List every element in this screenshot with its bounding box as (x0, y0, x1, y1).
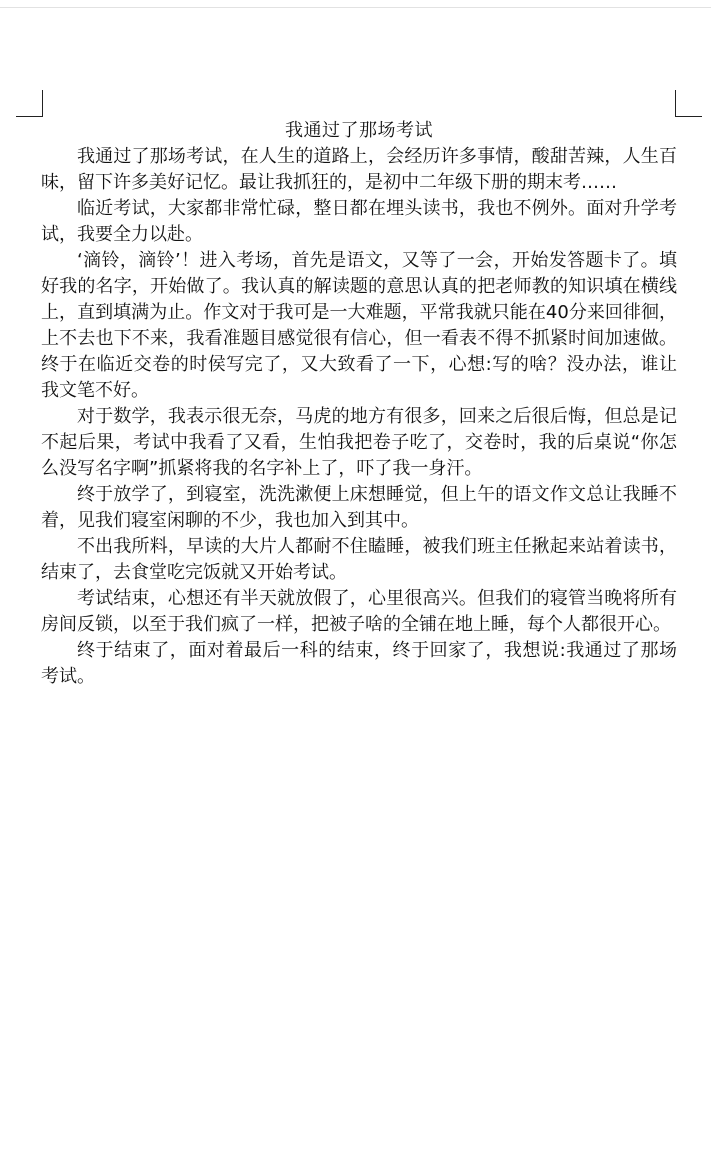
paragraph-7: 考试结束，心想还有半天就放假了，心里很高兴。但我们的寝管当晚将所有房间反锁，以至于我们疯了一样，把被子啥的全铺在地上睡，每个人都很开心。 (41, 588, 677, 635)
crop-mark-top-right (675, 90, 702, 117)
paragraph-6: 不出我所料，早读的大片人都耐不住瞌睡，被我们班主任揪起来站着读书，结束了，去食堂吃完饭就又开始考试。 (41, 536, 677, 583)
crop-mark-top-left (16, 90, 43, 117)
paragraph-2: 临近考试，大家都非常忙碌，整日都在埋头读书，我也不例外。面对升学考试，我要全力以赴。 (41, 198, 677, 245)
paragraph-8: 终于结束了，面对着最后一科的结束，终于回家了，我想说:我通过了那场考试。 (41, 640, 677, 687)
paragraph-1: 我通过了那场考试，在人生的道路上，会经历许多事情，酸甜苦辣，人生百味，留下许多美好记忆。最让我抓狂的，是初中二年级下册的期末考…… (41, 146, 677, 193)
paragraph-3: ‘滴铃，滴铃’！进入考场，首先是语文，又等了一会，开始发答题卡了。填好我的名字，开始做了。我认真的解读题的意思认真的把老师教的知识填在横线上，直到填满为止。作文对于我可是一大难题，平常我就只能在40分来回徘徊，上不去也下不来，我看准题目感觉很有信心，但一看表不得不抓紧时间加速做。终于在临近交卷的时侯写完了，又大致看了一下，心想:写的啥？没办法，谁让我文笔不好。 (41, 250, 677, 401)
document-title: 我通过了那场考试 (285, 120, 433, 141)
document-body (41, 118, 677, 690)
top-divider (0, 7, 711, 8)
paragraph-5: 终于放学了，到寝室，洗洗漱便上床想睡觉，但上午的语文作文总让我睡不着，见我们寝室闲聊的不少，我也加入到其中。 (41, 484, 677, 531)
paragraph-4: 对于数学，我表示很无奈，马虎的地方有很多，回来之后很后悔，但总是记不起后果，考试中我看了又看，生怕我把卷子吃了，交卷时，我的后桌说“你怎么没写名字啊”抓紧将我的名字补上了，吓了我一身汗。 (41, 406, 677, 479)
